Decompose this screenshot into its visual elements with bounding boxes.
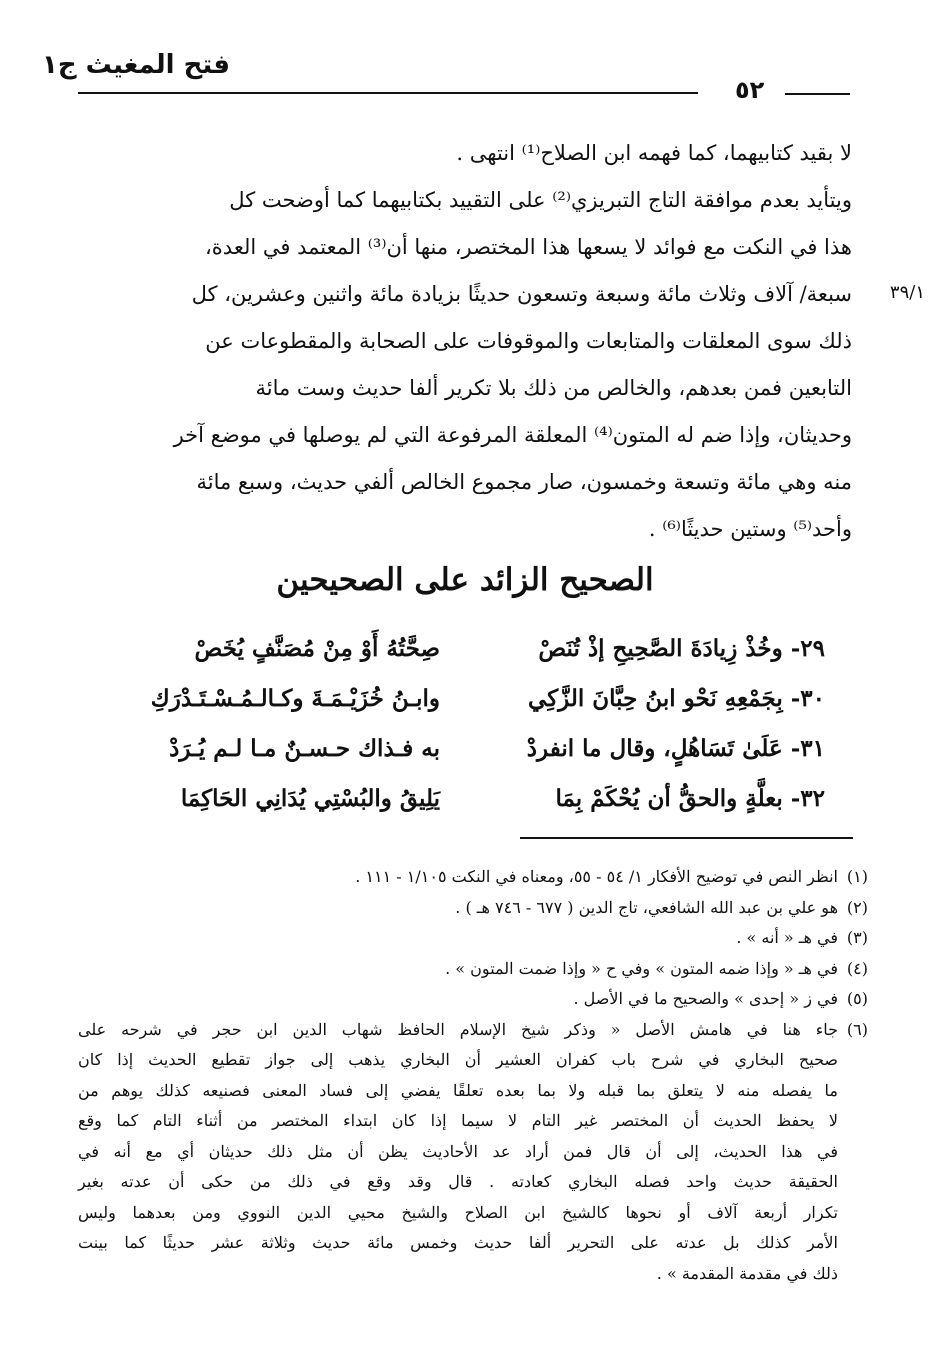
footnote-continuation-line: ذلك في مقدمة المقدمة » . bbox=[656, 1263, 838, 1283]
footnote-continuation-line: الحقيقة حديث واحد فصله البخاري كعادته . قال وقد وقع في ذلك من حكى أن عدته بغير bbox=[78, 1172, 838, 1191]
verse bbox=[105, 685, 825, 735]
footnote-number: (٥) bbox=[846, 989, 868, 1008]
footnote-text: انظر النص في توضيح الأفكار ١/ ٥٤ - ٥٥، ومعناه في النكت ١/١٠٥ - ١١١ . bbox=[355, 867, 838, 886]
verse-second-hemistich: وابـنُ خُزَيْـمَـةَ وكـالـمُـسْـتَـدْرَكِ bbox=[150, 685, 440, 712]
body-line: وأحد⁽⁵⁾ وستين حديثًا⁽⁶⁾ . bbox=[648, 517, 852, 541]
footnote-continuation-line: لا يحفظ الحديث أن المختصر غير التام لا سيما إذا كان ابتداء المختصر من أثناء التام كما وقع bbox=[78, 1111, 838, 1130]
poem bbox=[105, 635, 825, 835]
verse-first-hemistich bbox=[470, 735, 825, 762]
verse-number: ٣٠- bbox=[790, 685, 825, 712]
footnote bbox=[78, 1015, 868, 1046]
body-line: ذلك سوى المعلقات والمتابعات والموقوفات على الصحابة والمقطوعات عن bbox=[205, 329, 852, 353]
verse-sadr-text: وخُذْ زِيادَةَ الصَّحِيحِ إذْ تُنَصْ bbox=[538, 635, 783, 662]
verse bbox=[105, 785, 825, 835]
verse-first-hemistich bbox=[470, 685, 825, 712]
page-number: ٥٢ bbox=[735, 76, 765, 104]
verse bbox=[105, 635, 825, 685]
footnote-number: (٢) bbox=[846, 897, 868, 917]
footnote-continuation-line: في هذا الحديث، إلى أن قال فمن أراد عد الأحاديث يظن أن مثل ذلك حديثان أي مع أنه في bbox=[78, 1141, 838, 1161]
footnote-text: في هـ « أنه » . bbox=[736, 928, 838, 947]
verse-second-hemistich: صِحَّتُهُ أَوْ مِنْ مُصَنَّفٍ يُخَصْ bbox=[194, 635, 440, 662]
body-text bbox=[80, 130, 852, 553]
verse-sadr-text: بعلَّةٍ والحقُّ أن يُحْكَمْ بِمَا bbox=[555, 785, 783, 812]
footnote-text: هو علي بن عبد الله الشافعي، تاج الدين ( ٦٧٧ - ٧٤٦ هـ ) . bbox=[455, 897, 838, 917]
footnote-text: في هـ « وإذا ضمه المتون » وفي ح « وإذا ضمت المتون » . bbox=[445, 958, 838, 978]
footnote-number: (١) bbox=[846, 867, 868, 886]
footnote-number: (٤) bbox=[846, 958, 868, 978]
verse-first-hemistich bbox=[470, 635, 825, 662]
header-rule bbox=[78, 92, 698, 94]
body-line: ويتأيد بعدم موافقة التاج التبريزي⁽²⁾ على التقييد بكتابيهما كما أوضحت كل bbox=[229, 188, 852, 212]
body-line: وحديثان، وإذا ضم له المتون⁽⁴⁾ المعلقة المرفوعة التي لم يوصلها في موضع آخر bbox=[173, 423, 852, 447]
verse-sadr-text: عَلَىٰ تَسَاهُلٍ، وقال ما انفردْ bbox=[526, 735, 783, 762]
footnote bbox=[78, 954, 868, 985]
book-title: فتح المغيث ج١ bbox=[41, 50, 230, 80]
footnote bbox=[78, 923, 868, 954]
verse-number: ٣١- bbox=[790, 735, 825, 762]
footnote bbox=[78, 984, 868, 1015]
footnote-continuation-line: ما يفصله منه لا يتعلق بما قبله ولا بما بعده تعلقًا يفضي إلى فساد المعنى فصنيعه كذلك يوهم من bbox=[78, 1080, 838, 1100]
body-line: لا بقيد كتابيهما، كما فهمه ابن الصلاح⁽¹⁾ انتهى . bbox=[456, 141, 852, 165]
section-heading: الصحيح الزائد على الصحيحين bbox=[276, 562, 654, 598]
body-line: هذا في النكت مع فوائد لا يسعها هذا المختصر، منها أن⁽³⁾ المعتمد في العدة، bbox=[205, 235, 852, 259]
body-line: سبعة/ آلاف وثلاث مائة وسبعة وتسعون حديثًا بزيادة مائة واثنين وعشرين، كل bbox=[191, 282, 852, 306]
footnote-rule bbox=[520, 837, 853, 839]
verse-sadr-text: بِجَمْعِهِ نَحْو ابنُ حِبَّانَ الزَّكِي bbox=[528, 685, 783, 712]
footnote-number: (٦) bbox=[846, 1019, 868, 1039]
verse-second-hemistich: به فـذاك حـسـنٌ مـا لـم يُـرَدْ bbox=[169, 735, 440, 762]
verse-second-hemistich: يَلِيقُ والبُسْتِي يُدَانِي الحَاكِمَا bbox=[180, 785, 440, 812]
body-line: التابعين فمن بعدهم، والخالص من ذلك بلا تكرير ألفا حديث وست مائة bbox=[255, 376, 852, 400]
verse-number: ٢٩- bbox=[790, 635, 825, 662]
footnotes bbox=[78, 862, 868, 1289]
footnote-continuation-line: صحيح البخاري في شرح باب كفران العشير أن البخاري يذهب إلى جواز تقطيع الحديث إذا كان bbox=[78, 1050, 838, 1069]
margin-reference: ٣٩/١ bbox=[889, 282, 925, 303]
footnote-number: (٣) bbox=[846, 928, 868, 947]
footnote bbox=[78, 862, 868, 893]
footnote-text: في ز « إحدى » والصحيح ما في الأصل . bbox=[573, 989, 838, 1008]
verse bbox=[105, 735, 825, 785]
verse-first-hemistich bbox=[470, 785, 825, 812]
footnote-continuation-line: تكرار أربعة آلاف أو نحوها كالشيخ ابن الصلاح والشيخ محيي الدين النووي ومن بعدهما وليس bbox=[78, 1202, 838, 1222]
body-line: منه وهي مائة وتسعة وخمسون، صار مجموع الخالص ألفي حديث، وسبع مائة bbox=[196, 470, 852, 494]
page-number-rule bbox=[785, 93, 850, 95]
verse-number: ٣٢- bbox=[790, 785, 825, 812]
footnote bbox=[78, 893, 868, 924]
footnote-text: جاء هنا في هامش الأصل « وذكر شيخ الإسلام الحافظ شهاب الدين ابن حجر في شرحه على bbox=[78, 1019, 838, 1039]
footnote-continuation-line: الأمر كذلك بل عدته على التحرير ألفا حديث وخمس مائة حديث وثلاثة عشر حديثًا كما بينت bbox=[78, 1233, 839, 1252]
